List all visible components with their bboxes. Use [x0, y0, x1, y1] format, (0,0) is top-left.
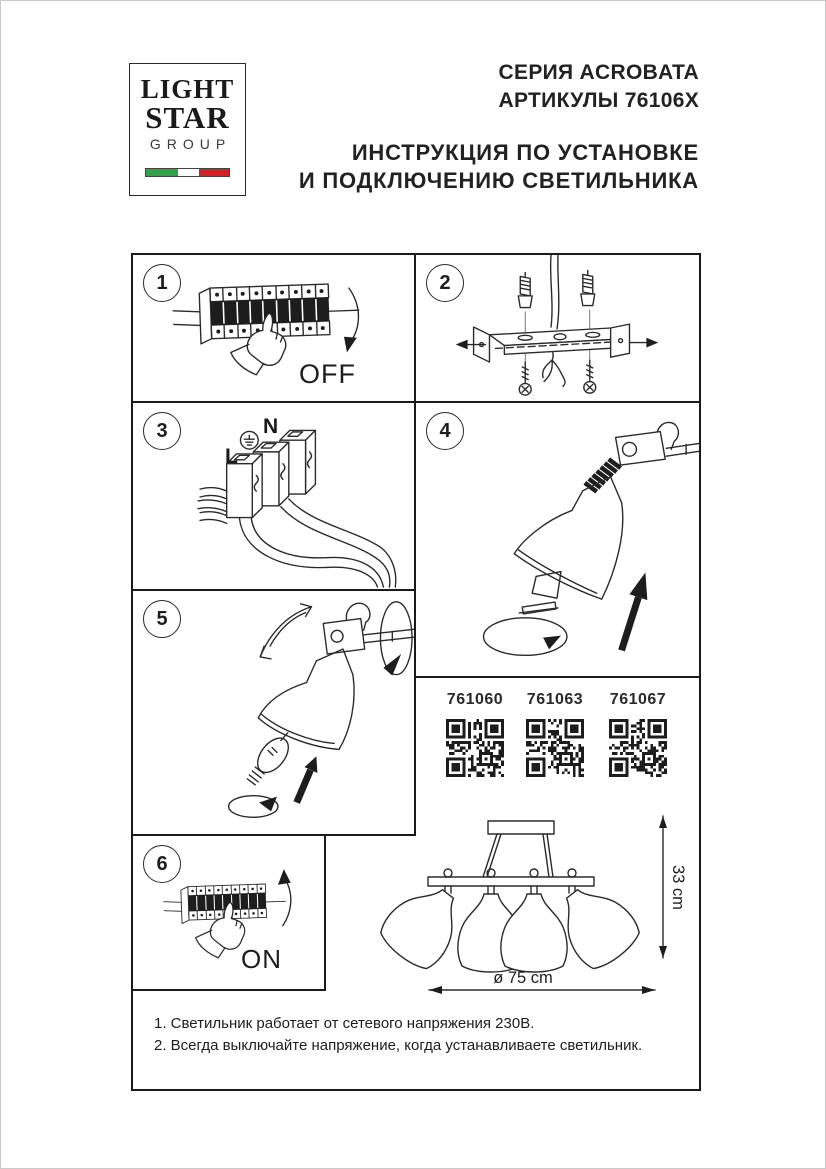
logo-word-group: GROUP	[149, 136, 232, 152]
note-line-2: 2. Всегда выключайте напряжение, когда устанавливаете светильник.	[154, 1037, 643, 1054]
lamp-shade	[514, 477, 622, 599]
product-dimension-drawing	[374, 808, 691, 1033]
ceiling-canopy	[483, 821, 554, 877]
earth-icon	[240, 431, 258, 449]
on-label: ON	[241, 944, 282, 974]
header-titles	[291, 59, 699, 195]
screw-in-arrow	[229, 796, 278, 818]
step-3-panel	[131, 401, 416, 591]
insert-arrow	[297, 756, 318, 802]
logo-word-star: STAR	[145, 100, 230, 135]
turn-on-arrow	[278, 869, 291, 926]
lamp-wires	[239, 499, 395, 587]
safety-notes	[154, 1013, 642, 1057]
step-number-badge: 5	[143, 600, 181, 638]
slide-arrow-right	[629, 338, 658, 348]
candle-bulb	[247, 733, 294, 785]
swivel-arrow	[260, 604, 311, 659]
turn-off-arrow	[344, 288, 358, 352]
qr-code-1	[446, 719, 504, 777]
lightstar-logo	[129, 63, 246, 196]
logo-word-light: LIGHT	[140, 74, 235, 104]
qr-code-2	[526, 719, 584, 777]
frayed-wire-ends	[543, 360, 565, 386]
series-title: СЕРИЯ ACROBATA	[498, 61, 699, 84]
mounting-arm	[323, 619, 414, 654]
rotate-arrow	[484, 618, 567, 655]
step-6-panel	[131, 834, 326, 991]
neutral-label: N	[263, 415, 279, 438]
step-number-badge: 3	[143, 412, 181, 450]
off-label: OFF	[299, 359, 356, 389]
step-number-badge: 2	[426, 264, 464, 302]
live-label: L	[225, 445, 238, 468]
attach-arrow	[622, 573, 648, 651]
instruction-title-line2: И ПОДКЛЮЧЕНИЮ СВЕТИЛЬНИКА	[298, 168, 699, 193]
wall-plug-right	[581, 271, 595, 306]
flag-white-stripe	[178, 169, 200, 176]
mounting-arm	[616, 432, 699, 466]
instruction-title-line1: ИНСТРУКЦИЯ ПО УСТАНОВКЕ	[351, 140, 699, 165]
ceiling-wires	[551, 255, 559, 329]
screw-left	[519, 362, 531, 395]
articles-title: АРТИКУЛЫ 76106X	[498, 89, 699, 112]
note-line-1: 1. Светильник работает от сетевого напряжения 230В.	[154, 1015, 535, 1032]
step-2-panel	[414, 253, 701, 403]
wall-plug-left	[518, 273, 532, 308]
shade-inner-right	[501, 894, 567, 972]
step-number-badge: 6	[143, 845, 181, 883]
incoming-wires	[198, 488, 227, 524]
flag-green-stripe	[146, 169, 178, 176]
italian-flag-bar	[145, 168, 230, 177]
qr-code-3	[609, 719, 667, 777]
diameter-label: ø 75 cm	[493, 969, 553, 987]
step-number-badge: 1	[143, 264, 181, 302]
instruction-diagram-board	[131, 253, 701, 1091]
step-number-badge: 4	[426, 412, 464, 450]
article-code-761060: 761060	[446, 691, 504, 708]
height-dimension-arrow	[659, 816, 667, 958]
flag-red-stripe	[199, 169, 229, 176]
height-label: 33 cm	[669, 865, 687, 910]
screw-right	[584, 360, 596, 393]
mounting-bracket	[474, 324, 630, 362]
lamp-bar	[428, 869, 594, 893]
lamp-shade	[258, 649, 354, 749]
article-code-761067: 761067	[609, 691, 667, 708]
article-code-761063: 761063	[526, 691, 584, 708]
step-5-panel	[131, 589, 416, 836]
step-4-panel	[414, 401, 701, 678]
step-1-panel	[131, 253, 416, 403]
